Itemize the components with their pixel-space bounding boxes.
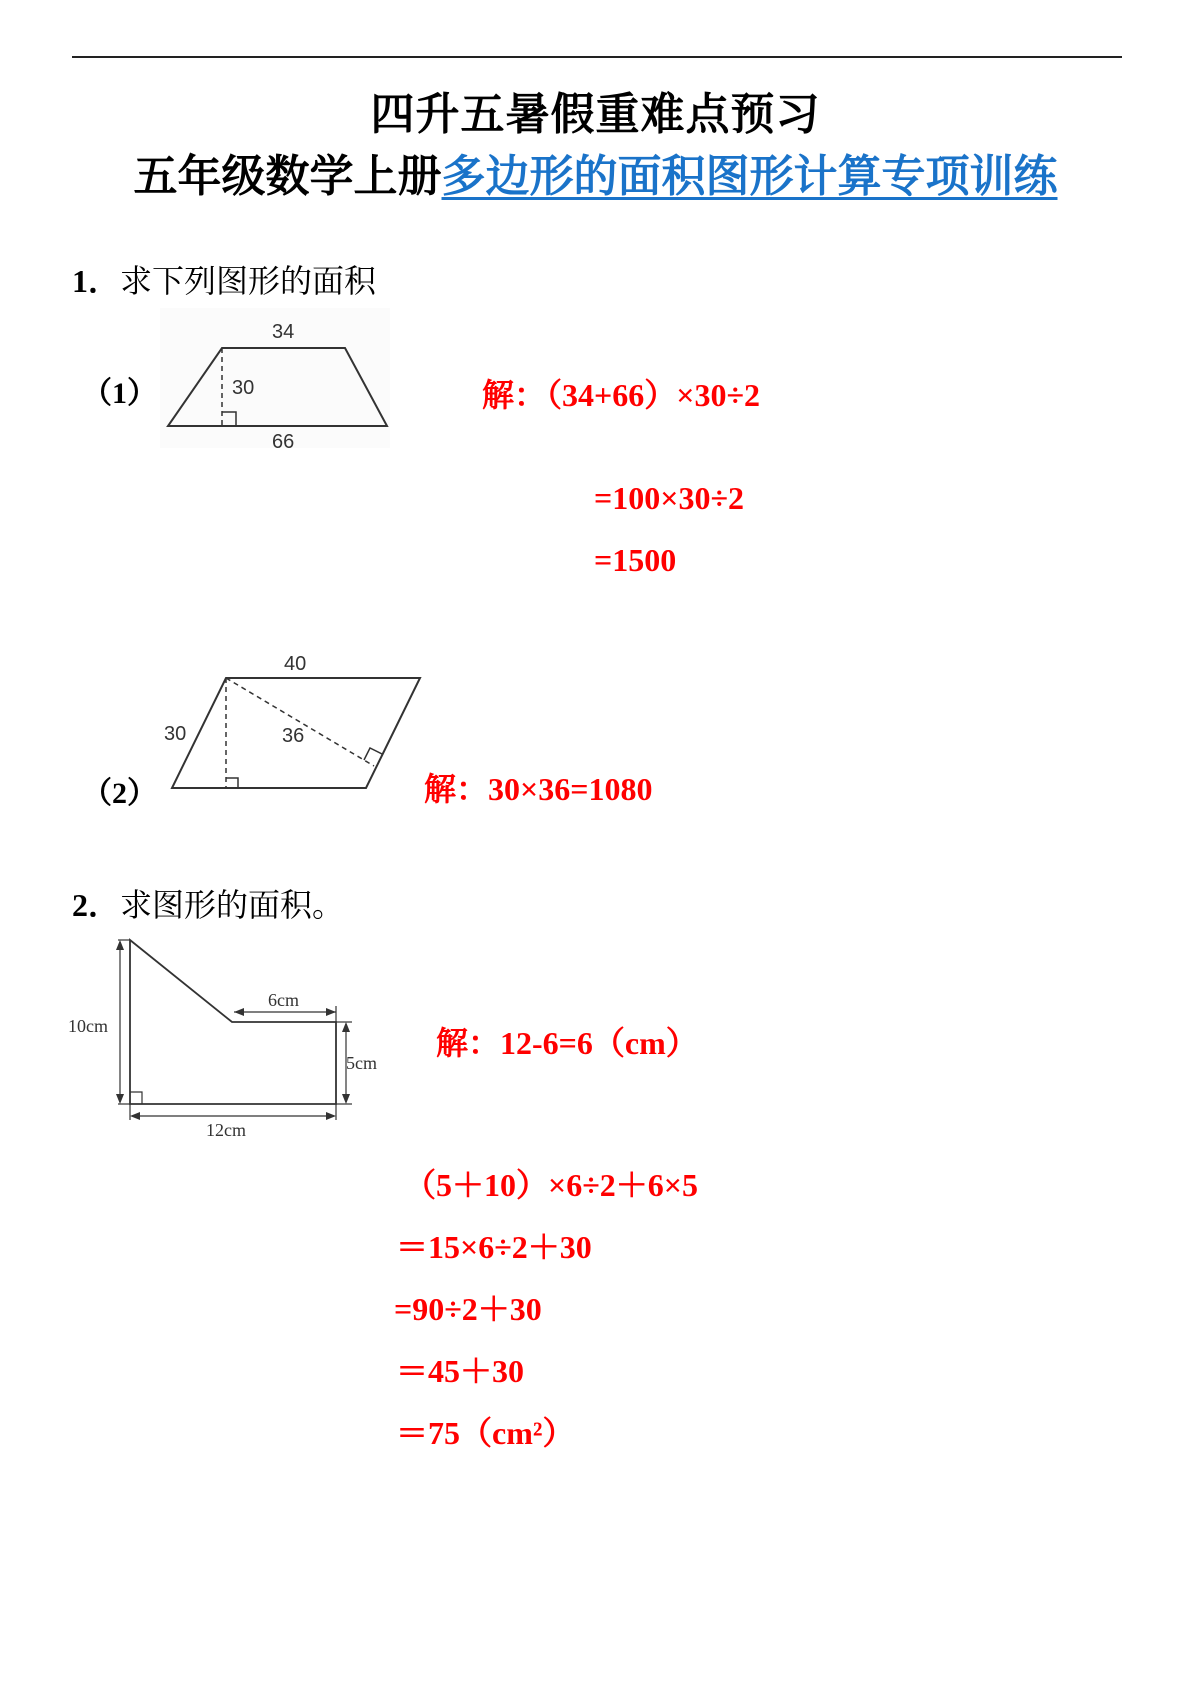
q2-solution-line-2: ＝15×6÷2＋30 [396,1229,592,1265]
subtitle-link[interactable]: 多边形的面积图形计算专项训练 [441,151,1058,202]
part-2-solution: 解：30×36=1080 [424,771,653,807]
top-rule [72,56,1122,58]
parallelogram-top-label: 40 [284,653,307,675]
parallelogram-figure [160,646,420,806]
trapezoid-top-label: 34 [272,321,295,343]
part-1-solution-line-3: =1500 [594,542,677,578]
q2-solution-line-1: （5＋10）×6÷2＋6×5 [404,1167,699,1203]
part-1-label: （1） [82,377,157,410]
bottom-width-label: 12cm [206,1120,246,1140]
question-2-heading [72,880,344,926]
trapezoid-height-label: 30 [232,377,255,399]
q2-solution-intro: 解：12-6=6（cm） [436,1025,698,1061]
trapezoid-bottom-label: 66 [272,431,295,453]
question-1-number: 1． [72,263,121,299]
part-2-label: （2） [82,777,157,810]
q2-solution-line-3: =90÷2＋30 [394,1291,542,1327]
question-1-heading [72,256,376,302]
part-1-solution-line-1: 解：（34+66）×30÷2 [482,377,761,413]
page-subtitle [0,140,1191,204]
question-1-prompt: 求下列图形的面积 [120,262,377,300]
composite-figure [70,938,390,1138]
part-1-solution-line-2: =100×30÷2 [594,480,745,516]
parallelogram-height-label: 36 [282,725,305,747]
question-2-number: 2． [72,887,121,923]
right-height-label: 5cm [346,1053,377,1073]
question-2-prompt: 求图形的面积。 [120,886,345,924]
q2-solution-line-4: ＝45＋30 [396,1353,525,1389]
parallelogram-side-label: 30 [164,723,187,745]
page-title: 四升五暑假重难点预习 [370,89,821,140]
top-right-width-label: 6cm [268,990,299,1010]
subtitle-plain: 五年级数学上册 [133,151,442,202]
trapezoid-figure [160,308,390,453]
q2-solution-line-5: ＝75（cm²） [396,1415,575,1451]
left-height-label: 10cm [68,1016,108,1036]
